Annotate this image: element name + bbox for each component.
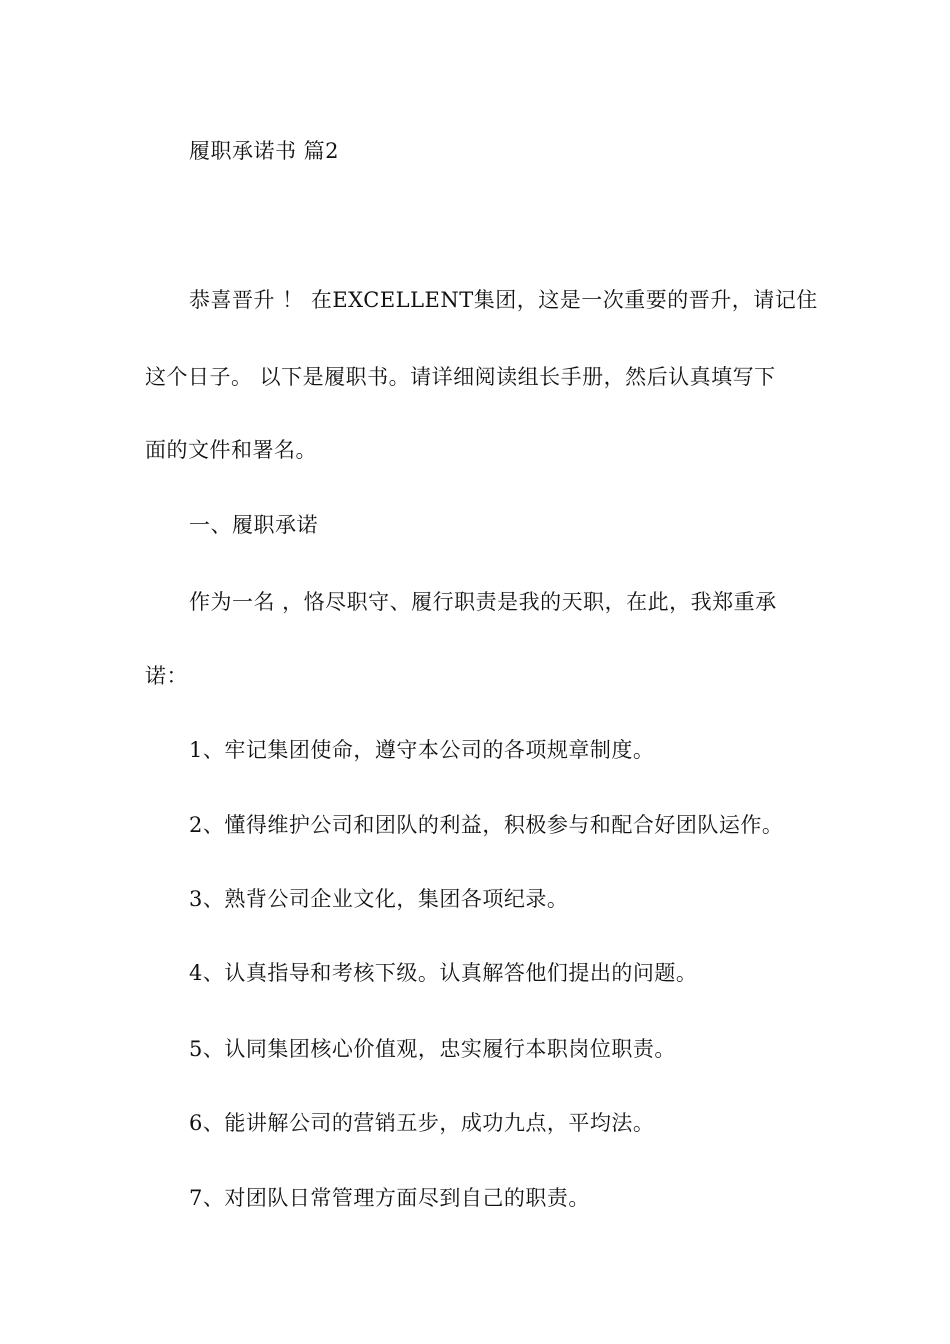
intro-line-2: 这个日子。 以下是履职书。请详细阅读组长手册，然后认真填写下 [145, 365, 776, 389]
section-heading: 一、履职承诺 [189, 513, 318, 537]
pledge-item-7: 7、对团队日常管理方面尽到自己的职责。 [189, 1186, 590, 1210]
intro-line-3: 面的文件和署名。 [145, 438, 317, 462]
pledge-line-2: 诺： [145, 664, 188, 688]
pledge-item-2: 2、懂得维护公司和团队的利益，积极参与和配合好团队运作。 [189, 813, 784, 837]
pledge-item-1: 1、牢记集团使命，遵守本公司的各项规章制度。 [189, 738, 655, 762]
pledge-item-3: 3、熟背公司企业文化，集团各项纪录。 [189, 887, 569, 911]
pledge-item-5: 5、认同集团核心价值观，忠实履行本职岗位职责。 [189, 1037, 676, 1061]
pledge-item-6: 6、能讲解公司的营销五步，成功九点，平均法。 [189, 1111, 655, 1135]
document-title: 履职承诺书 篇2 [189, 139, 340, 163]
pledge-item-4: 4、认真指导和考核下级。认真解答他们提出的问题。 [189, 961, 698, 985]
pledge-line-1: 作为一名 ，恪尽职守、履行职责是我的天职，在此，我郑重承 [189, 590, 777, 614]
intro-line-1: 恭喜晋升 ！ 在EXCELLENT集团，这是一次重要的晋升，请记住 [189, 288, 818, 312]
